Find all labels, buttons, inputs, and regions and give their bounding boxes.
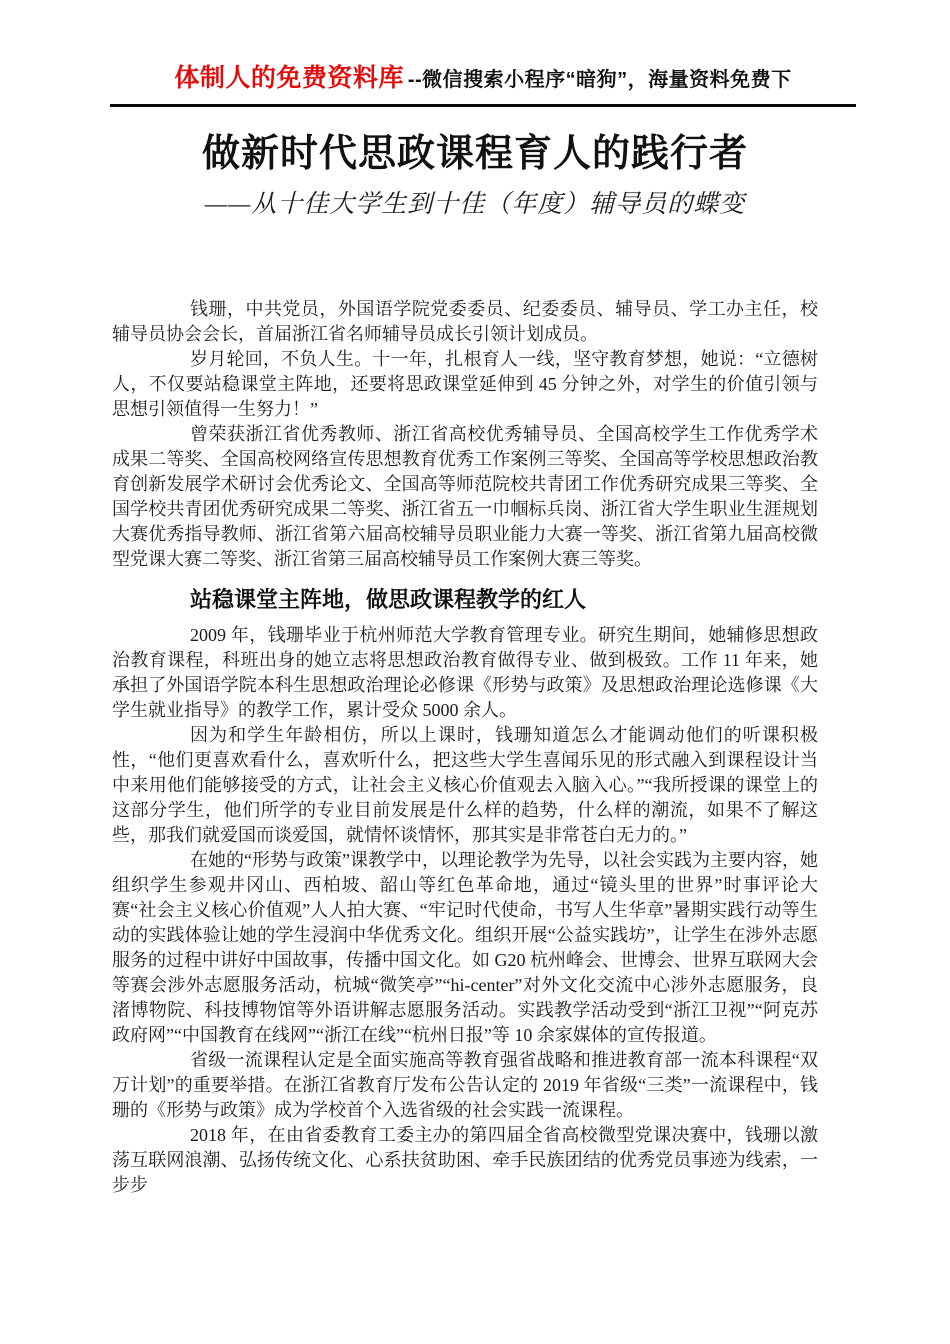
- section-paragraph-5: 2018 年，在由省委教育工委主办的第四届全省高校微型党课决赛中，钱珊以激荡互联网浪潮、弘扬传统文化、心系扶贫助困、牵手民族团结的优秀党员事迹为线索，一步步: [112, 1125, 818, 1195]
- section-paragraph-4: 省级一流课程认定是全面实施高等教育强省战略和推进教育部一流本科课程“双万计划”的重要举措。在浙江省教育厅发布公告认定的 2019 年省级“三类”一流课程中，钱珊的《形势与政策》成为学校首个入选省级的社会实践一流课程。: [112, 1050, 818, 1120]
- promo-banner: [110, 60, 856, 100]
- section-heading: 站稳课堂主阵地，做思政课程教学的红人: [190, 587, 587, 612]
- document-title: 做新时代思政课程育人的践行者: [201, 133, 748, 175]
- document-subtitle: ——从十佳大学生到十佳（年度）辅导员的蝶变: [204, 191, 746, 218]
- document-body: [112, 297, 818, 1198]
- intro-paragraph-3: 曾荣获浙江省优秀教师、浙江省高校优秀辅导员、全国高校学生工作优秀学术成果二等奖、全国高校网络宣传思想教育优秀工作案例三等奖、全国高等学校思想政治教育创新发展学术研讨会优秀论文、全国高等师范院校共青团工作优秀研究成果三等奖、全国学校共青团优秀研究成果二等奖、浙江省五一巾帼标兵岗、浙江省大学生职业生涯规划大赛优秀指导教师、浙江省第六届高校辅导员职业能力大赛一等奖、浙江省第九届高校微型党课大赛二等奖、浙江省第三届高校辅导员工作案例大赛三等奖。: [112, 424, 818, 569]
- intro-paragraph-1: 钱珊，中共党员，外国语学院党委委员、纪委委员、辅导员、学工办主任，校辅导员协会会长，首届浙江省名师辅导员成长引领计划成员。: [112, 299, 818, 344]
- header-divider-line: [110, 104, 856, 107]
- intro-paragraph-2: 岁月轮回，不负人生。十一年，扎根育人一线，坚守教育梦想，她说：“立德树人，不仅要站稳课堂主阵地，还要将思政课堂延伸到 45 分钟之外，对学生的价值引领与思想引领值得一生努力！”: [112, 349, 818, 419]
- section-paragraph-1: 2009 年，钱珊毕业于杭州师范大学教育管理专业。研究生期间，她辅修思想政治教育课程，科班出身的她立志将思想政治教育做得专业、做到极致。工作 11 年来，她承担了外国语学院本科生思想政治理论必修课《形势与政策》及思想政治理论选修课《大学生就业指导》的教学工作，累计受众 5000 余人。: [112, 625, 818, 720]
- section-paragraph-3: 在她的“形势与政策”课教学中，以理论教学为先导，以社会实践为主要内容，她组织学生参观井冈山、西柏坡、韶山等红色革命地，通过“镜头里的世界”时事评论大赛“社会主义核心价值观”人人拍大赛、“牢记时代使命，书写人生华章”暑期实践行动等生动的实践体验让她的学生浸润中华优秀文化。组织开展“公益实践坊”，让学生在涉外志愿服务的过程中讲好中国故事，传播中国文化。如 G20 杭州峰会、世博会、世界互联网大会等赛会涉外志愿服务活动，杭城“微笑亭”“hi-center”对外文化交流中心涉外志愿服务，良渚博物院、科技博物馆等外语讲解志愿服务活动。实践教学活动受到“浙江卫视”“阿克苏政府网”“中国教育在线网”“浙江在线”“杭州日报”等 10 余家媒体的宣传报道。: [112, 850, 818, 1045]
- promo-banner-description-text: --微信搜索小程序“暗狗”，海量资料免费下: [407, 69, 792, 91]
- section-paragraph-2: 因为和学生年龄相仿，所以上课时，钱珊知道怎么才能调动他们的听课积极性，“他们更喜欢看什么，喜欢听什么，把这些大学生喜闻乐见的形式融入到课程设计当中来用他们能够接受的方式，让社会主义核心价值观去入脑入心。”“我所授课的课堂上的这部分学生，他们所学的专业目前发展是什么样的趋势，什么样的潮流，如果不了解这些，那我们就爱国而谈爱国，就情怀谈情怀，那其实是非常苍白无力的。”: [112, 725, 818, 845]
- promo-banner-brand-text: 体制人的免费资料库: [174, 64, 404, 92]
